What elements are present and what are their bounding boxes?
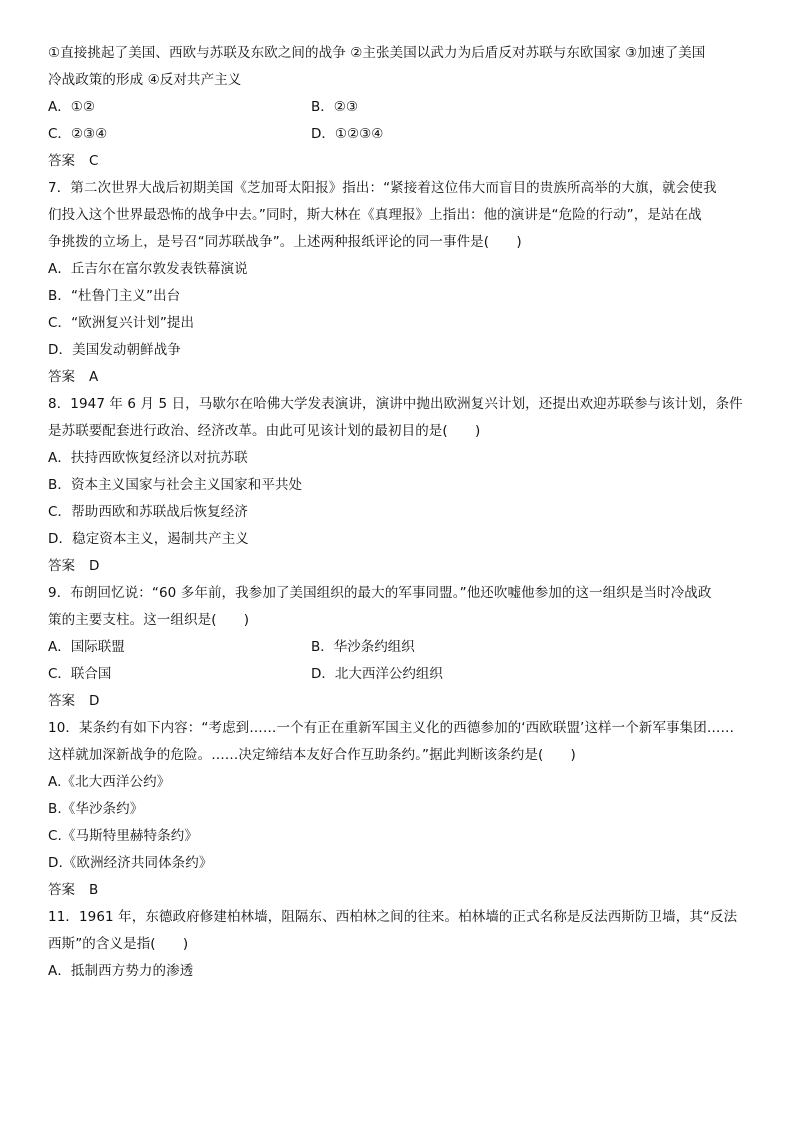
q6-options-row	[48, 94, 753, 121]
q10-option-b: B.《华沙条约》	[48, 801, 144, 817]
q6-answer	[48, 148, 753, 175]
q8-stem-line: 8．1947 年 6 月 5 日，马歇尔在哈佛大学发表演讲，演讲中抛出欧洲复兴计划，还提出欢迎苏联参与该计划，条件	[48, 396, 743, 412]
q7-option-a: A．丘吉尔在富尔敦发表铁幕演说	[48, 261, 248, 277]
q10-stem-line: 10．某条约有如下内容：“考虑到……一个有正在重新军国主义化的西德参加的‘西欧联盟’这样一个新军事集团……	[48, 720, 735, 736]
q9-stem-line: 策的主要支柱。这一组织是( )	[48, 612, 250, 628]
q9-option-a: A．国际联盟	[48, 639, 125, 655]
q9-stem-line: 9．布朗回忆说：“60 多年前，我参加了美国组织的最大的军事同盟。”他还吹嘘他参加的这一组织是当时冷战政	[48, 585, 712, 601]
q6-option-a: A．①②	[48, 99, 95, 115]
answer-label: 答案	[48, 882, 75, 898]
answer-label: 答案	[48, 558, 75, 574]
q8-option-a: A．扶持西欧恢复经济以对抗苏联	[48, 450, 248, 466]
q11-option-a: A．抵制西方势力的渗透	[48, 963, 194, 979]
q9-answer	[48, 688, 753, 715]
q6-option-c: C．②③④	[48, 126, 108, 142]
answer-label: 答案	[48, 369, 75, 385]
answer-label: 答案	[48, 153, 75, 169]
q10-option-a: A.《北大西洋公约》	[48, 774, 171, 790]
answer-label: 答案	[48, 693, 75, 709]
q7-stem-line: 7．第二次世界大战后初期美国《芝加哥太阳报》指出：“紧接着这位伟大而盲目的贵族所高举的大旗，就会使我	[48, 180, 717, 196]
q6-stem-line: ①直接挑起了美国、西欧与苏联及东欧之间的战争 ②主张美国以武力为后盾反对苏联与东欧国家 ③加速了美国	[48, 45, 706, 61]
q7-option-c: C．“欧洲复兴计划”提出	[48, 315, 195, 331]
q9-option-b: B．华沙条约组织	[311, 639, 415, 655]
q10-answer	[48, 877, 753, 904]
q8-option-c: C．帮助西欧和苏联战后恢复经济	[48, 504, 248, 520]
answer-value: A	[89, 369, 99, 385]
q9-option-d: D．北大西洋公约组织	[311, 666, 443, 682]
document-page	[48, 40, 753, 985]
answer-value: B	[89, 882, 99, 898]
q8-stem-line: 是苏联要配套进行政治、经济改革。由此可见该计划的最初目的是( )	[48, 423, 481, 439]
answer-value: D	[89, 558, 100, 574]
q8-option-b: B．资本主义国家与社会主义国家和平共处	[48, 477, 303, 493]
q11-stem-line: 西斯”的含义是指( )	[48, 936, 189, 952]
q10-option-d: D.《欧洲经济共同体条约》	[48, 855, 213, 871]
q6-stem-line: 冷战政策的形成 ④反对共产主义	[48, 72, 242, 88]
q8-option-d: D．稳定资本主义，遏制共产主义	[48, 531, 249, 547]
q10-stem-line: 这样就加深新战争的危险。……决定缔结本友好合作互助条约。”据此判断该条约是( )	[48, 747, 576, 763]
q11-stem-line: 11．1961 年，东德政府修建柏林墙，阻隔东、西柏林之间的往来。柏林墙的正式名称是反法西斯防卫墙，其“反法	[48, 909, 738, 925]
q10-option-c: C.《马斯特里赫特条约》	[48, 828, 198, 844]
q6-option-b: B．②③	[311, 99, 358, 115]
q6-options-row	[48, 121, 753, 148]
q7-stem-line: 们投入这个世界最恐怖的战争中去。”同时，斯大林在《真理报》上指出：他的演讲是“危险的行动”，是站在战	[48, 207, 702, 223]
q7-stem-line: 争挑拨的立场上，是号召“同苏联战争”。上述两种报纸评论的同一事件是( )	[48, 234, 522, 250]
q8-answer	[48, 553, 753, 580]
q7-option-d: D．美国发动朝鲜战争	[48, 342, 181, 358]
q7-answer	[48, 364, 753, 391]
q9-options-row	[48, 634, 753, 661]
q9-option-c: C．联合国	[48, 666, 112, 682]
answer-value: D	[89, 693, 100, 709]
q9-options-row	[48, 661, 753, 688]
answer-value: C	[89, 153, 99, 169]
q6-option-d: D．①②③④	[311, 126, 384, 142]
q7-option-b: B．“杜鲁门主义”出台	[48, 288, 181, 304]
